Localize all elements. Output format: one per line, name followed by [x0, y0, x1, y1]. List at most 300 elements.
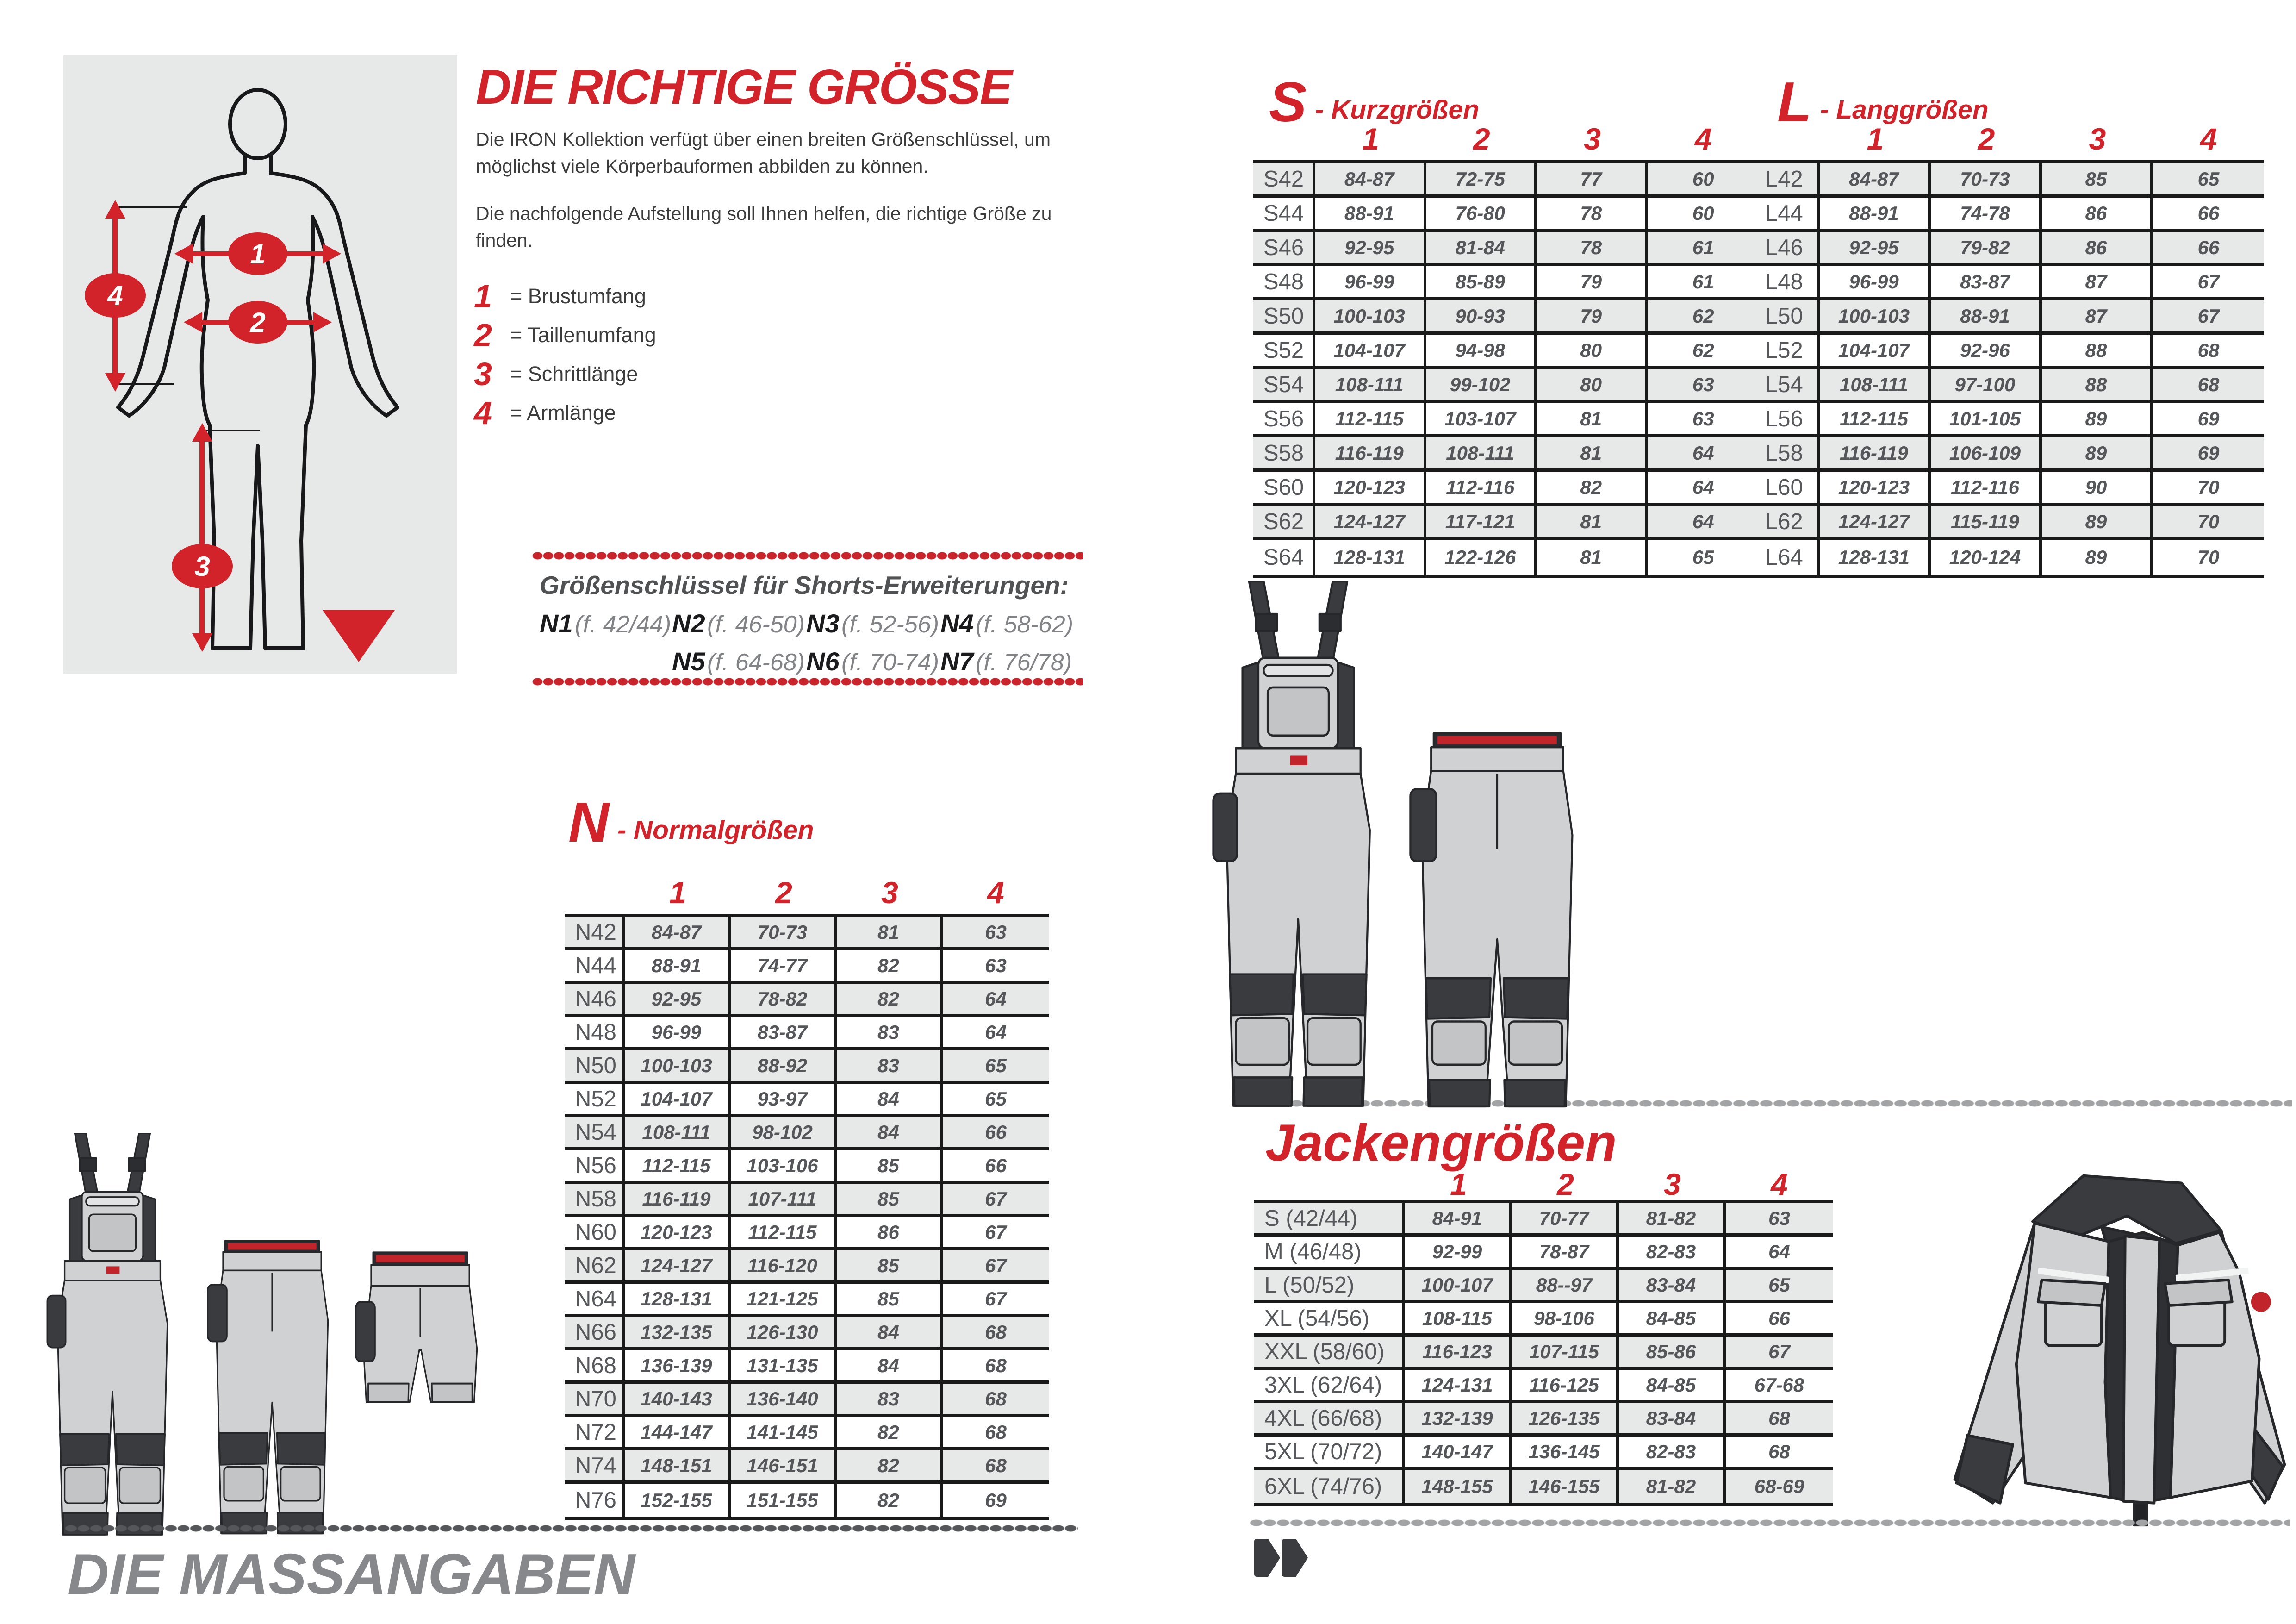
row-label: N64 [565, 1284, 625, 1314]
row-label: L56 [1755, 403, 1820, 434]
cell-value: 96-99 [1820, 266, 1931, 297]
cell-value: 126-130 [731, 1317, 837, 1347]
cell-value: 66 [1768, 1307, 1790, 1329]
table-row [1755, 540, 2264, 575]
row-label: S48 [1253, 266, 1315, 297]
table-row [565, 1250, 1049, 1284]
row-label: L60 [1755, 472, 1820, 503]
cell-value: 82-83 [1619, 1237, 1726, 1267]
row-label: L64 [1755, 540, 1820, 575]
row-label: S46 [1253, 232, 1315, 263]
cell-value: 84-85 [1619, 1370, 1726, 1400]
table-row [1755, 163, 2264, 198]
table-row [565, 1184, 1049, 1217]
cell-value: 85 [2042, 163, 2153, 194]
row-label: L54 [1755, 369, 1820, 400]
cell-value: 100-103 [625, 1050, 731, 1081]
section-suffix-l: - Langgrößen [1820, 95, 1989, 125]
cell-value: 62 [1692, 305, 1714, 327]
cell-value: 65 [985, 1054, 1007, 1076]
cell-value: 84 [837, 1084, 943, 1114]
row-label: N70 [565, 1384, 625, 1414]
column-header-2: 2 [1978, 122, 1995, 156]
cell-value: 136-145 [1512, 1437, 1619, 1467]
cell-value: 151-155 [731, 1484, 837, 1517]
cell-value: 88--97 [1512, 1270, 1619, 1300]
row-label: N62 [565, 1250, 625, 1280]
cell-value: 78 [1537, 232, 1648, 263]
table-row [1253, 472, 1759, 506]
cell-value: 60 [1692, 202, 1714, 224]
cell-value: 112-116 [1931, 472, 2042, 503]
badge-4: 4 [107, 280, 123, 311]
cell-value: 83-84 [1619, 1270, 1726, 1300]
down-triangle-icon [323, 610, 395, 662]
cell-value: 70 [2197, 546, 2220, 568]
legend-num-1: 1 [474, 278, 492, 314]
cell-value: 63 [1768, 1207, 1790, 1229]
cell-value: 68 [1768, 1440, 1790, 1462]
cell-value: 88-91 [1820, 198, 1931, 229]
row-label: S60 [1253, 472, 1315, 503]
measure-badges [85, 232, 287, 588]
table-row [1254, 1370, 1833, 1403]
cell-value: 68 [2197, 339, 2220, 361]
cell-value: 76-80 [1426, 198, 1537, 229]
cell-value: 136-139 [625, 1350, 731, 1380]
work-shorts-illustration [348, 1250, 492, 1405]
cell-value: 92-99 [1405, 1237, 1512, 1267]
cell-value: 77 [1537, 163, 1648, 194]
cell-value: 85-86 [1619, 1337, 1726, 1367]
table-row [1254, 1270, 1833, 1303]
cell-value: 80 [1537, 369, 1648, 400]
cell-value: 115-119 [1931, 506, 2042, 537]
table-row [1254, 1470, 1833, 1503]
work-jacket-illustration [1948, 1163, 2292, 1529]
cell-value: 124-127 [1820, 506, 1931, 537]
row-label: L48 [1755, 266, 1820, 297]
cell-value: 67 [985, 1287, 1007, 1310]
table-row [565, 1317, 1049, 1350]
cell-value: 100-107 [1405, 1270, 1512, 1300]
cell-value: 116-120 [731, 1250, 837, 1280]
table-row [565, 950, 1049, 984]
row-label: L42 [1755, 163, 1820, 194]
section-letter-l: L [1777, 70, 1812, 133]
table-row [1755, 403, 2264, 437]
cell-value: 87 [2042, 266, 2153, 297]
cell-value: 82 [837, 984, 943, 1014]
cell-value: 69 [2197, 407, 2220, 430]
column-header-4: 4 [2200, 122, 2217, 156]
row-label: 3XL (62/64) [1254, 1370, 1405, 1400]
cell-value: 93-97 [731, 1084, 837, 1114]
row-label: S58 [1253, 437, 1315, 468]
shorts-key-title: Größenschlüssel für Shorts-Erweiterungen: [540, 571, 1069, 600]
legend-item-4 [474, 395, 656, 431]
cell-value: 92-96 [1931, 335, 2042, 366]
intro-paragraph-1: Die IRON Kollektion verfügt über einen breiten Größenschlüssel, um möglichst viele Körperbauformen abbilden zu können. [476, 129, 1051, 177]
row-label: L50 [1755, 300, 1820, 331]
cell-value: 121-125 [731, 1284, 837, 1314]
row-label: 5XL (70/72) [1254, 1437, 1405, 1467]
cell-value: 84 [837, 1350, 943, 1380]
shorts-entry: N1 (f. 42/44) [540, 609, 672, 638]
row-label: 6XL (74/76) [1254, 1470, 1405, 1503]
cell-value: 85 [837, 1250, 943, 1280]
cell-value: 90-93 [1426, 300, 1537, 331]
table-row [1253, 506, 1759, 540]
column-header-1: 1 [1450, 1167, 1467, 1201]
cell-value: 120-123 [1820, 472, 1931, 503]
cell-value: 98-102 [731, 1117, 837, 1147]
cell-value: 64 [985, 1021, 1007, 1043]
cell-value: 98-106 [1512, 1303, 1619, 1333]
cell-value: 96-99 [1315, 266, 1426, 297]
cell-value: 108-111 [625, 1117, 731, 1147]
shorts-entry: N4 (f. 58-62) [940, 609, 1074, 638]
table-row [1254, 1437, 1833, 1470]
cell-value: 70-73 [731, 917, 837, 947]
legend-item-3 [474, 356, 656, 392]
cell-value: 89 [2042, 540, 2153, 575]
cell-value: 141-145 [731, 1417, 837, 1447]
cell-value: 148-151 [625, 1450, 731, 1480]
cell-value: 74-78 [1931, 198, 2042, 229]
cell-value: 82 [1537, 472, 1648, 503]
column-header-4: 4 [1771, 1167, 1788, 1201]
table-row [565, 1084, 1049, 1117]
cell-value: 108-115 [1405, 1303, 1512, 1333]
row-label: L52 [1755, 335, 1820, 366]
row-label: S54 [1253, 369, 1315, 400]
shorts-entry-spacer [540, 646, 672, 676]
cell-value: 86 [837, 1217, 943, 1247]
cell-value: 128-131 [1820, 540, 1931, 575]
cell-value: 96-99 [625, 1017, 731, 1047]
row-label: L46 [1755, 232, 1820, 263]
cell-value: 85 [837, 1284, 943, 1314]
cell-value: 81 [837, 917, 943, 947]
row-label: N44 [565, 950, 625, 981]
cell-value: 88-92 [731, 1050, 837, 1081]
cell-value: 82 [837, 950, 943, 981]
size-table-l [1755, 160, 2264, 578]
cell-value: 83-87 [1931, 266, 2042, 297]
cell-value: 124-127 [1315, 506, 1426, 537]
cell-value: 67 [2197, 270, 2220, 293]
cell-value: 64 [1768, 1240, 1790, 1262]
cell-value: 74-77 [731, 950, 837, 981]
cell-value: 97-100 [1931, 369, 2042, 400]
table-row [1254, 1337, 1833, 1370]
cell-value: 85 [837, 1184, 943, 1214]
badge-1: 1 [250, 238, 266, 269]
cell-value: 81-84 [1426, 232, 1537, 263]
row-label: N60 [565, 1217, 625, 1247]
page-title: DIE RICHTIGE GRÖSSE [476, 60, 1012, 114]
cell-value: 84-91 [1405, 1203, 1512, 1233]
column-header-2: 2 [1557, 1167, 1574, 1201]
cell-value: 62 [1692, 339, 1714, 361]
cell-value: 66 [2197, 202, 2220, 224]
table-row [1253, 163, 1759, 198]
dotted-rule-bottom-left [65, 1525, 1078, 1532]
legend-item-1 [474, 278, 656, 314]
cell-value: 100-103 [1315, 300, 1426, 331]
cell-value: 90 [2042, 472, 2153, 503]
shorts-size-key-box [532, 552, 1083, 687]
shorts-key-row-2 [540, 646, 1076, 676]
cell-value: 81 [1537, 437, 1648, 468]
row-label: N54 [565, 1117, 625, 1147]
cell-value: 89 [2042, 437, 2153, 468]
row-label: N50 [565, 1050, 625, 1081]
row-label: N48 [565, 1017, 625, 1047]
table-row [1253, 540, 1759, 575]
column-header-3: 3 [881, 875, 898, 910]
work-pants-illustration-small [200, 1239, 344, 1544]
cell-value: 84-87 [1315, 163, 1426, 194]
cell-value: 61 [1692, 236, 1714, 258]
column-header-4: 4 [987, 875, 1004, 910]
footer-title: DIE MASSANGABEN [68, 1543, 635, 1606]
cell-value: 89 [2042, 506, 2153, 537]
legend-item-2 [474, 317, 656, 353]
cell-value: 128-131 [1315, 540, 1426, 575]
row-label: XXL (58/60) [1254, 1337, 1405, 1367]
column-header-2: 2 [1473, 122, 1490, 156]
cell-value: 81 [1537, 540, 1648, 575]
table-row [1755, 506, 2264, 540]
table-row [1253, 403, 1759, 437]
table-row [1254, 1303, 1833, 1337]
table-row [1755, 232, 2264, 266]
shorts-entry: N2 (f. 46-50) [672, 609, 805, 638]
cell-value: 64 [1692, 510, 1714, 532]
table-row [1755, 266, 2264, 300]
table-row [1253, 232, 1759, 266]
row-label: N58 [565, 1184, 625, 1214]
cell-value: 132-135 [625, 1317, 731, 1347]
cell-value: 112-115 [731, 1217, 837, 1247]
cell-value: 78-87 [1512, 1237, 1619, 1267]
table-row [565, 917, 1049, 950]
cell-value: 67 [2197, 305, 2220, 327]
cell-value: 63 [985, 921, 1007, 943]
legend-label-3: = Schrittlänge [510, 362, 638, 386]
next-page-chevrons-icon[interactable] [1254, 1537, 1333, 1579]
table-row [1755, 198, 2264, 232]
red-dotted-rule-bottom [532, 678, 1083, 686]
table-row [565, 1050, 1049, 1084]
table-row [565, 1150, 1049, 1184]
cell-value: 144-147 [625, 1417, 731, 1447]
legend-num-2: 2 [474, 317, 492, 353]
cell-value: 66 [2197, 236, 2220, 258]
column-header-3: 3 [1664, 1167, 1681, 1201]
cell-value: 81-82 [1619, 1203, 1726, 1233]
cell-value: 116-123 [1405, 1337, 1512, 1367]
column-header-row [1253, 119, 1759, 156]
cell-value: 112-115 [625, 1150, 731, 1181]
cell-value: 65 [1768, 1274, 1790, 1296]
column-header-1: 1 [669, 875, 686, 910]
column-header-row [1254, 1165, 1833, 1202]
cell-value: 107-111 [731, 1184, 837, 1214]
cell-value: 82 [837, 1484, 943, 1517]
table-row [565, 1417, 1049, 1450]
table-row [565, 1217, 1049, 1250]
cell-value: 136-140 [731, 1384, 837, 1414]
size-table-s [1253, 160, 1759, 578]
column-header-1: 1 [1867, 122, 1884, 156]
cell-value: 116-119 [1315, 437, 1426, 468]
cell-value: 107-115 [1512, 1337, 1619, 1367]
badge-3: 3 [194, 551, 210, 582]
legend-label-4: = Armlänge [510, 401, 616, 425]
cell-value: 148-155 [1405, 1470, 1512, 1503]
cell-value: 83 [837, 1384, 943, 1414]
cell-value: 60 [1692, 168, 1714, 190]
table-row [1253, 266, 1759, 300]
cell-value: 124-127 [625, 1250, 731, 1280]
cell-value: 84-87 [1820, 163, 1931, 194]
cell-value: 146-155 [1512, 1470, 1619, 1503]
cell-value: 88-91 [1315, 198, 1426, 229]
cell-value: 68 [985, 1387, 1007, 1410]
cell-value: 152-155 [625, 1484, 731, 1517]
row-label: N42 [565, 917, 625, 947]
cell-value: 112-115 [1820, 403, 1931, 434]
cell-value: 61 [1692, 270, 1714, 293]
cell-value: 104-107 [1315, 335, 1426, 366]
table-row [1253, 300, 1759, 335]
table-row [1254, 1403, 1833, 1437]
table-row [1755, 335, 2264, 369]
cell-value: 82-83 [1619, 1437, 1726, 1467]
cell-value: 72-75 [1426, 163, 1537, 194]
table-row [1253, 335, 1759, 369]
section-suffix-s: - Kurzgrößen [1315, 95, 1480, 125]
measurement-legend [474, 278, 656, 431]
row-label: M (46/48) [1254, 1237, 1405, 1267]
row-label: S62 [1253, 506, 1315, 537]
cell-value: 81 [1537, 506, 1648, 537]
cell-value: 79-82 [1931, 232, 2042, 263]
cell-value: 68 [1768, 1407, 1790, 1429]
legend-num-3: 3 [474, 356, 492, 392]
cell-value: 108-111 [1820, 369, 1931, 400]
cell-value: 112-116 [1426, 472, 1537, 503]
dotted-rule-bottom-right [1250, 1519, 2290, 1526]
row-label: 4XL (66/68) [1254, 1403, 1405, 1433]
cell-value: 67 [1768, 1340, 1790, 1362]
row-label: N52 [565, 1084, 625, 1114]
row-label: L (50/52) [1254, 1270, 1405, 1300]
cell-value: 65 [2197, 168, 2220, 190]
cell-value: 116-119 [625, 1184, 731, 1214]
row-label: L58 [1755, 437, 1820, 468]
shorts-entry: N6 (f. 70-74) [806, 647, 940, 676]
leg-arrow [199, 439, 205, 635]
body-diagram [63, 55, 457, 674]
cell-value: 88-91 [1931, 300, 2042, 331]
cell-value: 64 [1692, 442, 1714, 464]
section-letter-s: S [1269, 70, 1307, 133]
cell-value: 131-135 [731, 1350, 837, 1380]
table-row [565, 984, 1049, 1017]
cell-value: 108-111 [1315, 369, 1426, 400]
cell-value: 85-89 [1426, 266, 1537, 297]
column-header-4: 4 [1694, 122, 1712, 156]
row-label: S52 [1253, 335, 1315, 366]
table-row [1254, 1237, 1833, 1270]
table-row [1254, 1203, 1833, 1237]
cell-value: 94-98 [1426, 335, 1537, 366]
column-header-3: 3 [1584, 122, 1601, 156]
cell-value: 126-135 [1512, 1403, 1619, 1433]
bib-overall-illustration-small [36, 1133, 189, 1544]
cell-value: 64 [1692, 476, 1714, 498]
table-row [565, 1450, 1049, 1484]
shorts-entry: N5 (f. 64-68) [672, 647, 805, 676]
cell-value: 92-95 [1820, 232, 1931, 263]
cell-value: 128-131 [625, 1284, 731, 1314]
cell-value: 140-147 [1405, 1437, 1512, 1467]
cell-value: 84-87 [625, 917, 731, 947]
column-header-2: 2 [775, 875, 792, 910]
cell-value: 67 [985, 1254, 1007, 1276]
cell-value: 92-95 [625, 984, 731, 1014]
cell-value: 103-107 [1426, 403, 1537, 434]
cell-value: 78 [1537, 198, 1648, 229]
cell-value: 132-139 [1405, 1403, 1512, 1433]
cell-value: 101-105 [1931, 403, 2042, 434]
section-letter-n: N [568, 791, 610, 854]
cell-value: 84 [837, 1117, 943, 1147]
cell-value: 70 [2197, 510, 2220, 532]
shorts-key-row-1 [540, 608, 1076, 638]
work-pants-illustration-large [1400, 731, 1594, 1120]
cell-value: 89 [2042, 403, 2153, 434]
measurement-figure-box [63, 55, 457, 674]
table-row [1755, 369, 2264, 403]
cell-value: 68 [985, 1421, 1007, 1443]
jacken-title: Jackengrößen [1265, 1114, 1617, 1172]
cell-value: 116-119 [1820, 437, 1931, 468]
cell-value: 83 [837, 1050, 943, 1081]
cell-value: 116-125 [1512, 1370, 1619, 1400]
column-header-row [1755, 119, 2264, 156]
cell-value: 67-68 [1754, 1374, 1804, 1396]
cell-value: 78-82 [731, 984, 837, 1014]
table-row [565, 1284, 1049, 1317]
cell-value: 81 [1537, 403, 1648, 434]
body-outline [118, 90, 398, 648]
cell-value: 82 [837, 1417, 943, 1447]
table-row [1253, 198, 1759, 232]
cell-value: 140-143 [625, 1384, 731, 1414]
cell-value: 67 [985, 1187, 1007, 1210]
cell-value: 108-111 [1426, 437, 1537, 468]
cell-value: 117-121 [1426, 506, 1537, 537]
cell-value: 68-69 [1754, 1475, 1804, 1497]
table-row [1755, 300, 2264, 335]
cell-value: 69 [2197, 442, 2220, 464]
cell-value: 68 [985, 1454, 1007, 1476]
